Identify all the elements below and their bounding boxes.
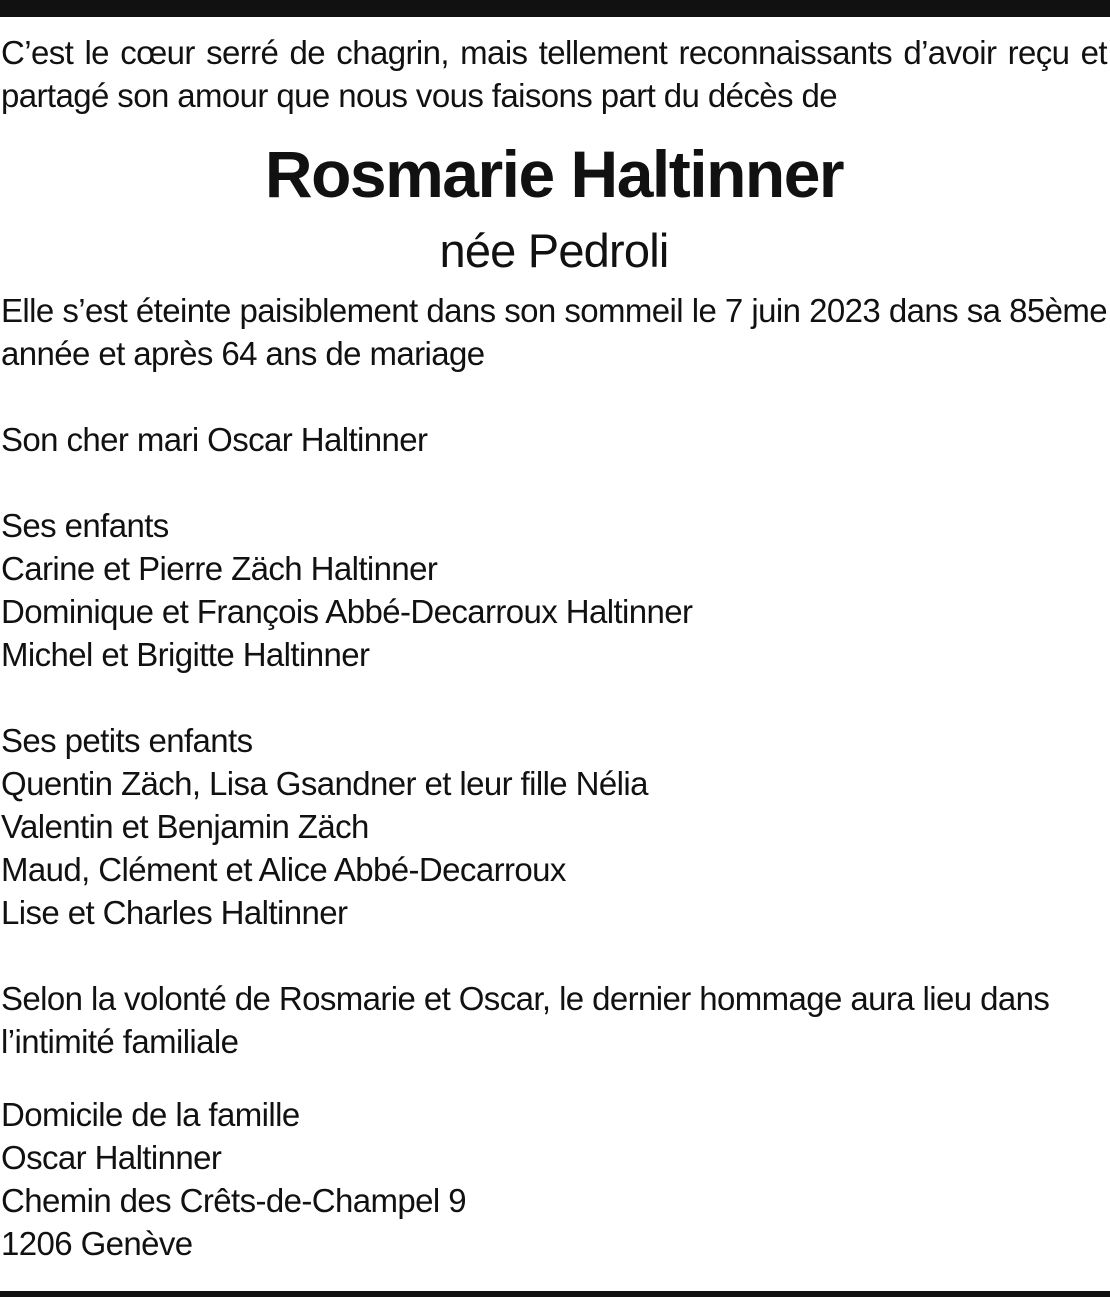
domicile-section bbox=[1, 1093, 1107, 1265]
obituary-notice bbox=[1, 31, 1107, 1265]
child-line: Carine et Pierre Zäch Haltinner bbox=[1, 550, 438, 587]
children-heading: Ses enfants bbox=[1, 507, 169, 544]
grandchild-line: Quentin Zäch, Lisa Gsandner et leur fille Nélia bbox=[1, 765, 648, 802]
grandchild-line: Lise et Charles Haltinner bbox=[1, 894, 348, 931]
child-line: Dominique et François Abbé-Decarroux Haltinner bbox=[1, 593, 693, 630]
domicile-name: Oscar Haltinner bbox=[1, 1139, 222, 1176]
grandchild-line: Maud, Clément et Alice Abbé-Decarroux bbox=[1, 851, 566, 888]
spouse-line: Son cher mari Oscar Haltinner bbox=[1, 421, 428, 458]
domicile-city: 1206 Genève bbox=[1, 1225, 193, 1262]
deceased-name: Rosmarie Haltinner bbox=[264, 137, 844, 211]
passing-text: Elle s’est éteinte paisiblement dans son sommeil le 7 juin 2023 dans sa 85ème année et après 64 ans de mariage bbox=[1, 292, 1107, 372]
bottom-border-rule bbox=[0, 1291, 1110, 1297]
domicile-heading: Domicile de la famille bbox=[1, 1096, 300, 1133]
top-border-rule bbox=[0, 0, 1110, 17]
intro-text: C’est le cœur serré de chagrin, mais tellement reconnaissants d’avoir reçu et partagé son amour que nous vous faisons part du décès de bbox=[1, 34, 1107, 114]
child-line: Michel et Brigitte Haltinner bbox=[1, 636, 370, 673]
maiden-name: née Pedroli bbox=[439, 224, 669, 277]
children-section bbox=[1, 504, 1107, 676]
ceremony-text: Selon la volonté de Rosmarie et Oscar, le dernier hommage aura lieu dans l’intimité familiale bbox=[1, 980, 1050, 1060]
grandchildren-heading: Ses petits enfants bbox=[1, 722, 253, 759]
grandchildren-section bbox=[1, 719, 1107, 934]
domicile-street: Chemin des Crêts-de-Champel 9 bbox=[1, 1182, 466, 1219]
grandchild-line: Valentin et Benjamin Zäch bbox=[1, 808, 369, 845]
